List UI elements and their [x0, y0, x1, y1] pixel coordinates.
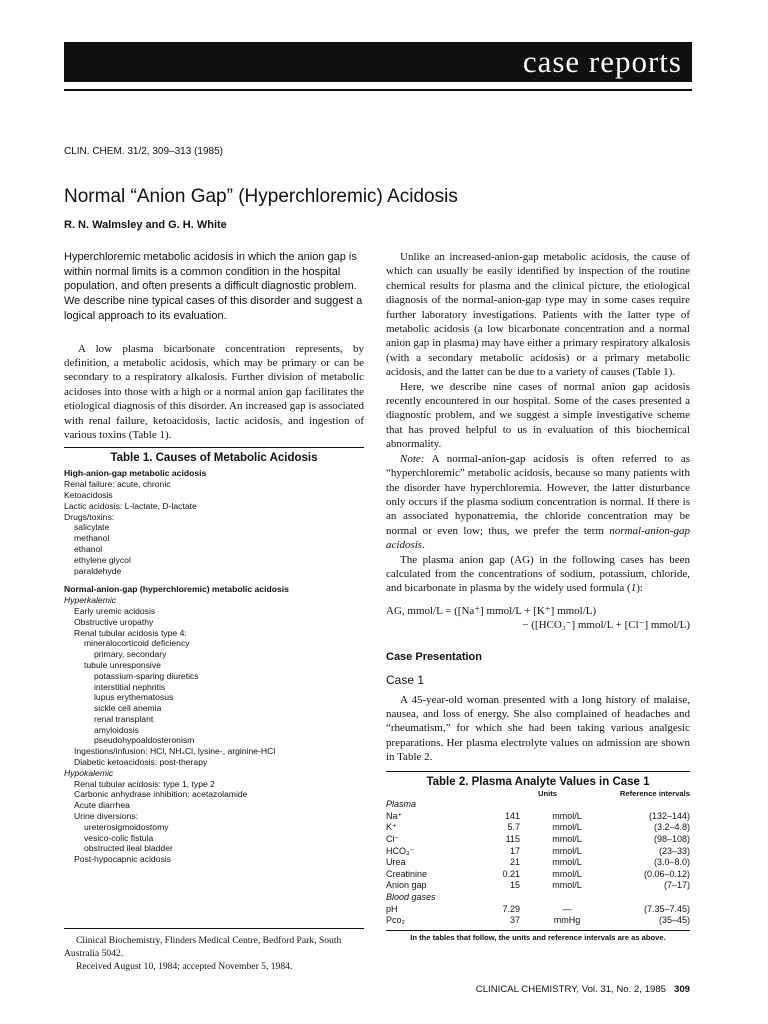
equation-line-2: − ([HCO₃⁻] mmol/L + [Cl⁻] mmol/L)	[522, 619, 690, 632]
reference-interval: (23–33)	[658, 845, 690, 856]
table2-header-row	[386, 788, 690, 800]
authors: R. N. Walmsley and G. H. White	[64, 219, 227, 231]
analyte-value: 15	[509, 880, 520, 891]
abstract: Hyperchloremic metabolic acidosis in which the anion gap is within normal limits is a common condition in the hospital population, and often presents a difficult diagnostic problem. We describe nine typical cases of this disorder and suggest a logical approach to its evaluation.	[64, 251, 363, 322]
table2-row	[386, 811, 690, 823]
analyte-units: mmol/L	[552, 810, 582, 821]
table2-row	[386, 857, 690, 869]
table1-item: lupus erythematosus	[94, 692, 174, 703]
analyte-value: 7.29	[502, 903, 520, 914]
analyte-units	[538, 799, 596, 811]
reference-interval	[596, 799, 690, 811]
footnote	[64, 928, 364, 973]
table1-item: interstitial nephritis	[94, 681, 166, 692]
table2-footnote: In the tables that follow, the units and reference intervals are as above.	[410, 932, 666, 942]
table1-item: Acute diarrhea	[74, 800, 130, 811]
table1-item: amyloidosis	[94, 724, 139, 735]
table1-item: Carbonic anhydrase inhibition: acetazolamide	[74, 789, 248, 800]
table2-row	[386, 869, 690, 881]
table1-item: Early uremic acidosis	[74, 605, 156, 616]
table1-title: Table 1. Causes of Metabolic Acidosis	[110, 452, 318, 465]
analyte-units: mmol/L	[552, 880, 582, 891]
reference-interval: (3.0–8.0)	[653, 857, 690, 868]
units-column-header: Units	[538, 788, 557, 798]
received-date: Received August 10, 1984; accepted November 5, 1984.	[76, 960, 293, 972]
analyte-label: K⁺	[386, 822, 397, 833]
analyte-units: mmol/L	[552, 857, 582, 868]
analyte-label: Anion gap	[386, 880, 427, 891]
reference-interval: (0.06–0.12)	[643, 868, 690, 879]
table1-item: primary, secondary	[94, 649, 167, 660]
analyte-units	[538, 892, 596, 904]
article-title: Normal “Anion Gap” (Hyperchloremic) Acidosis	[64, 186, 458, 207]
analyte-label: Blood gases	[386, 891, 436, 902]
citation: CLIN. CHEM. 31/2, 309–313 (1985)	[64, 146, 223, 157]
analyte-label: Cl⁻	[386, 833, 400, 844]
analyte-units: mmol/L	[552, 845, 582, 856]
table1-spacer	[64, 576, 364, 584]
table1-item: salicylate	[74, 522, 110, 533]
table1-item: ureterosigmoidostomy	[84, 821, 169, 832]
note-paragraph: Note: A normal-anion-gap acidosis is often referred to as “hyperchloremic” metabolic acidosis, because so many patients with the disorder have hyperchloremia. However, the latter disturbance only occurs if the plasma sodium concentration is normal. If there is an associated hyponatremia, the chloride concentration may be normal or even low; thus, we prefer the term normal-anion-gap acidosis.	[386, 452, 690, 552]
table1-item: Drugs/toxins:	[64, 511, 115, 522]
analyte-label: Urea	[386, 857, 406, 868]
table1-item: Ingestions/infusion: HCl, NH₄Cl, lysine-, arginine-HCl	[74, 746, 276, 757]
reference-number: 1	[630, 582, 637, 595]
table2-row	[386, 822, 690, 834]
table1-item: Obstructive uropathy	[74, 616, 154, 627]
table1-item: sickle cell anemia	[94, 703, 162, 714]
table1-item: Lactic acidosis: L-lactate, D-lactate	[64, 500, 197, 511]
analyte-value	[478, 799, 538, 811]
affiliation: Clinical Biochemistry, Flinders Medical Centre, Bedford Park, South Australia 5042.	[64, 935, 342, 959]
reference-interval: (3.2–4.8)	[653, 822, 690, 833]
anion-gap-equation	[386, 604, 690, 633]
table1-item: Ketoacidosis	[64, 489, 113, 500]
analyte-label: Na⁺	[386, 810, 403, 821]
table1-item: Renal failure: acute, chronic	[64, 479, 171, 490]
body-paragraph: Unlike an increased-anion-gap metabolic acidosis, the cause of which can usually be easily identified by inspection of the routine chemical results for plasma and the clinical picture, the etiological diagnosis of the normal-anion-gap type may in some cases require further laboratory investigations. Patients with the latter type of metabolic acidosis (a low bicarbonate concentration and a normal anion gap in plasma) may have either a primary respiratory alkalosis (with a secondary metabolic acidosis) or a primary metabolic acidosis, and the latter can be due to a variety of causes (Table 1).	[386, 251, 690, 379]
analyte-units: mmol/L	[552, 868, 582, 879]
table2-bottom-rule	[386, 930, 690, 931]
table2-row	[386, 904, 690, 916]
analyte-label: Pco₂	[386, 915, 406, 926]
reference-interval: (35–45)	[658, 915, 690, 926]
table1-item: methanol	[74, 533, 110, 544]
page-footer	[440, 984, 690, 995]
table1-item: ethanol	[74, 543, 103, 554]
table2-row	[386, 834, 690, 846]
analyte-value: 0.21	[502, 868, 520, 879]
table1-item: renal transplant	[94, 713, 154, 724]
reference-interval: (7.35–7.45)	[643, 903, 690, 914]
table1-section-heading: High-anion-gap metabolic acidosis	[64, 468, 207, 479]
analyte-units: mmol/L	[552, 833, 582, 844]
analyte-value: 141	[504, 810, 520, 821]
analyte-value: 37	[509, 915, 520, 926]
table1-item: mineralocorticoid deficiency	[84, 638, 190, 649]
table1-item: Urine diversions:	[74, 811, 138, 822]
banner-rule	[64, 89, 692, 91]
table2-row	[386, 880, 690, 892]
table1-top-rule	[64, 447, 364, 448]
equation-line-1: AG, mmol/L = ([Na⁺] mmol/L + [K⁺] mmol/L)	[386, 604, 597, 617]
case1-paragraph: A 45-year-old woman presented with a long history of malaise, nausea, and loss of energy. She also complained of headaches and “rheumatism,” for which she had been taking various analgesic preparations. Her plasma electrolyte values on admission are shown in Table 2.	[386, 693, 690, 764]
table2-title: Table 2. Plasma Analyte Values in Case 1	[426, 775, 650, 788]
formula-paragraph: The plasma anion gap (AG) in the following cases has been calculated from the concentrations of sodium, potassium, chloride, and bicarbonate in plasma by the widely used formula (1):	[386, 553, 690, 595]
table1-item: Diabetic ketoacidosis: post-therapy	[74, 757, 208, 768]
table2-group-row	[386, 799, 690, 811]
table1-subgroup: Hyperkalemic	[64, 595, 117, 606]
right-column	[386, 250, 690, 942]
analyte-label: HCO₃⁻	[386, 845, 415, 856]
reference-interval	[596, 892, 690, 904]
table1-item: ethylene glycol	[74, 554, 131, 565]
reference-interval: (7–17)	[663, 880, 690, 891]
note-label: Note:	[400, 452, 425, 465]
table2-row	[386, 915, 690, 927]
analyte-value: 115	[505, 833, 520, 844]
table1	[64, 468, 364, 865]
analyte-value	[478, 892, 538, 904]
analyte-label: Creatinine	[386, 868, 428, 879]
analyte-label: Plasma	[386, 799, 417, 810]
body-paragraph: Here, we describe nine cases of normal anion gap acidosis recently encountered in our hospital. Some of the cases presented a diagnostic problem, and we suggest a simple investigative scheme that has proved helpful to us in evaluation of this biochemical abnormality.	[386, 380, 690, 451]
analyte-value: 5.7	[507, 822, 520, 833]
journal-footer: CLINICAL CHEMISTRY, Vol. 31, No. 2, 1985	[475, 984, 666, 995]
analyte-units: mmol/L	[552, 822, 582, 833]
reference-interval: (98–108)	[653, 833, 690, 844]
page-number: 309	[673, 984, 690, 995]
table1-item: obstructed ileal bladder	[84, 843, 173, 854]
analyte-units: mmHg	[553, 915, 581, 926]
table1-item: vesico-colic fistula	[84, 832, 154, 843]
analyte-units: —	[562, 903, 572, 914]
table1-item: Post-hypocapnic acidosis	[74, 854, 171, 865]
analyte-value: 21	[509, 857, 520, 868]
term-italic: normal-anion-gap acidosis	[386, 524, 690, 552]
table1-section-heading: Normal-anion-gap (hyperchloremic) metabolic acidosis	[64, 584, 289, 595]
table1-item: potassium-sparing diuretics	[94, 670, 199, 681]
table1-subgroup: Hypokalemic	[64, 767, 114, 778]
case1-heading: Case 1	[386, 672, 425, 687]
table1-item: tubule unresponsive	[84, 659, 161, 670]
table1-item: Renal tubular acidosis type 4:	[74, 627, 187, 638]
reference-interval: (132–144)	[648, 810, 690, 821]
analyte-label: pH	[386, 903, 398, 914]
table1-item: pseudohypoaldosteronism	[94, 735, 195, 746]
analyte-value: 17	[509, 845, 520, 856]
table2	[386, 788, 690, 927]
table2-row	[386, 846, 690, 858]
intro-paragraph: A low plasma bicarbonate concentration represents, by definition, a metabolic acidosis, which may be primary or can be secondary to a respiratory alkalosis. Further division of metabolic acidoses into those with a high or a normal anion gap facilitates the etiological diagnosis of this disorder. An increased gap is associated with renal failure, ketoacidosis, lactic acidosis, and ingestion of various toxins (Table 1).	[64, 342, 364, 441]
reference-column-header: Reference intervals	[619, 788, 690, 798]
left-column	[64, 250, 364, 865]
table1-item: paraldehyde	[74, 565, 122, 576]
section-title: case reports	[522, 44, 682, 79]
table2-group-row	[386, 892, 690, 904]
table1-item: Renal tubular acidosis: type 1, type 2	[74, 778, 215, 789]
section-banner	[64, 42, 692, 82]
note-text: A normal-anion-gap acidosis is often referred to as “hyperchloremic” metabolic acidosis, because so many patients with the disorder have hyperchloremia. However, the latter disturbance only occurs if the plasma sodium concentration is normal. If there is an associated hyponatremia, the chloride concentration may be normal or even low; thus, we prefer the term	[386, 452, 690, 537]
table2-top-rule	[386, 771, 690, 772]
case-presentation-heading: Case Presentation	[386, 650, 482, 663]
